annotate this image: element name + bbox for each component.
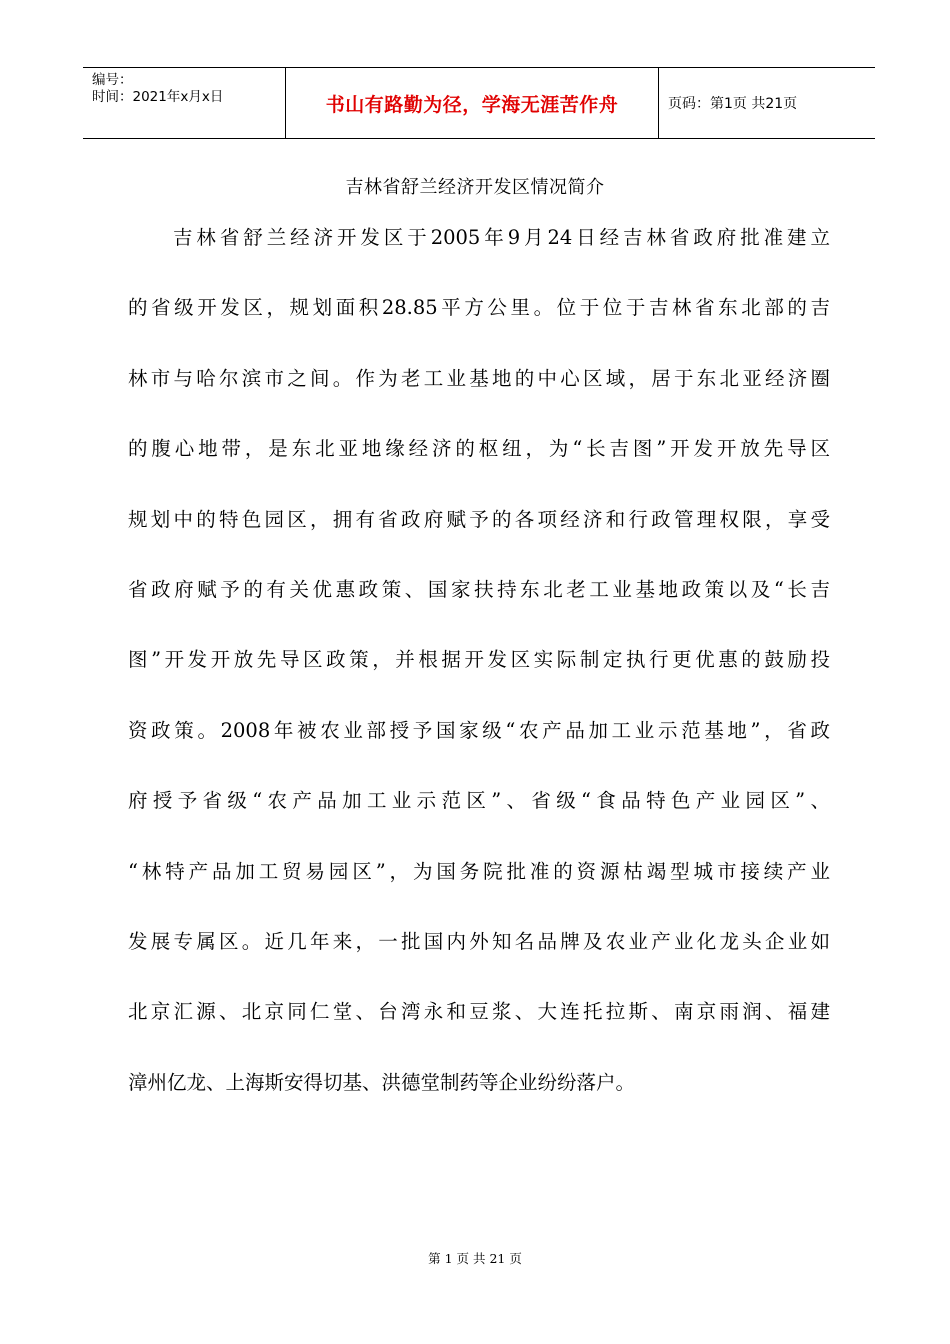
body-line: 资政策。2008年被农业部授予国家级“农产品加工业示范基地”，省政 [128,718,830,742]
body-line: 的腹心地带，是东北亚地缘经济的枢纽，为“长吉图”开发开放先导区 [128,437,830,461]
page-footer: 第 1 页 共 21 页 [428,1251,522,1266]
body-line: 府授予省级“农产品加工业示范区”、省级“食品特色产业园区”、 [128,789,830,813]
body-line: 规划中的特色园区，拥有省政府赋予的各项经济和行政管理权限，享受 [128,507,830,531]
body-line: 的省级开发区，规划面积28.85平方公里。位于位于吉林省东北部的吉 [128,296,830,320]
body-line: 图”开发开放先导区政策，并根据开发区实际制定执行更优惠的鼓励投 [128,648,830,672]
header-meta [83,68,286,138]
body-line: 北京汇源、北京同仁堂、台湾永和豆浆、大连托拉斯、南京雨润、福建 [128,1000,830,1024]
page-header [83,67,875,139]
header-page-label: 页码：第1页 共21页 [668,96,798,112]
body-line: 林市与哈尔滨市之间。作为老工业基地的中心区域，居于东北亚经济圈 [128,366,830,390]
time-label: 时间：2021年x月x日 [92,89,224,105]
body-line: 发展专属区。近几年来，一批国内外知名品牌及农业产业化龙头企业如 [128,929,830,953]
document-body [128,228,830,1143]
header-motto: 书山有路勤为径，学海无涯苦作舟 [286,68,659,138]
body-line: “林特产品加工贸易园区”，为国务院批准的资源枯竭型城市接续产业 [128,859,830,883]
body-line: 省政府赋予的有关优惠政策、国家扶持东北老工业基地政策以及“长吉 [128,577,830,601]
body-line: 吉林省舒兰经济开发区于2005年9月24日经吉林省政府批准建立 [173,226,830,249]
number-label: 编号： [92,72,133,88]
body-line: 漳州亿龙、上海斯安得切基、洪德堂制药等企业纷纷落户。 [128,1070,636,1094]
document-title: 吉林省舒兰经济开发区情况简介 [345,177,605,198]
